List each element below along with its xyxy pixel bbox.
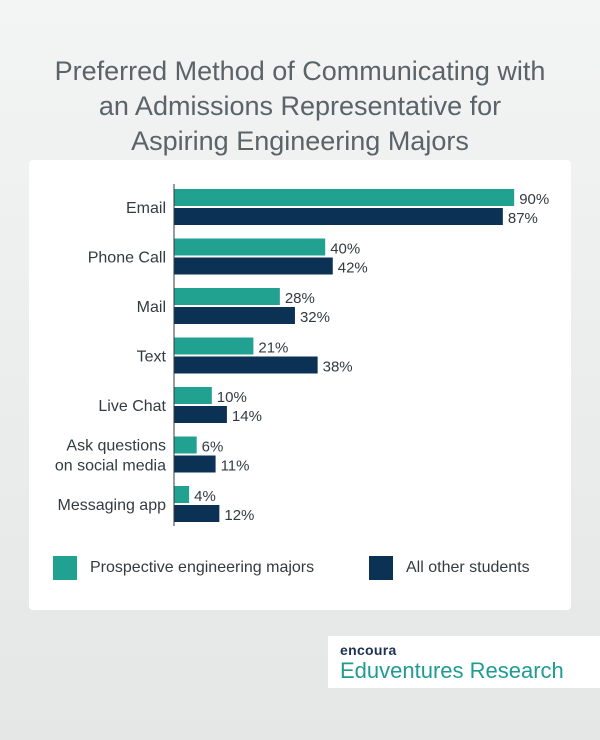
data-label: 10% (216, 389, 247, 406)
category-label: Messaging app (57, 497, 166, 514)
brand-eduventures: Eduventures Research (340, 658, 564, 683)
data-label: 11% (220, 457, 250, 475)
data-label: 90% (519, 191, 550, 208)
bar-all-other (174, 258, 333, 275)
legend-label-all-other: All other students (406, 559, 530, 576)
bar-prospective (174, 338, 253, 355)
category-label: Mail (136, 299, 166, 316)
data-label: 21% (258, 339, 289, 357)
title-line-3: Aspiring Engineering Majors (131, 126, 469, 157)
bar-all-other (174, 505, 219, 522)
data-label: 28% (284, 290, 315, 307)
legend-swatch-prospective (53, 556, 77, 580)
bar-all-other (174, 456, 216, 473)
bar-all-other (174, 357, 318, 374)
bar-all-other (174, 406, 227, 423)
legend-label-prospective: Prospective engineering majors (90, 559, 315, 576)
category-label: Live Chat (98, 398, 166, 415)
data-label: 4% (194, 488, 216, 505)
category-label: Text (136, 348, 166, 366)
legend (53, 556, 553, 580)
data-label: 40% (330, 240, 361, 258)
data-label: 38% (322, 358, 353, 376)
bar-prospective (174, 387, 212, 404)
data-label: 32% (299, 309, 330, 326)
bar-chart (29, 160, 571, 540)
bar-all-other (174, 208, 503, 225)
category-label: Ask questions (66, 437, 166, 455)
data-label: 6% (201, 438, 224, 456)
brand-encoura: encoura (340, 642, 397, 658)
category-label: on social media (54, 457, 166, 475)
data-label: 12% (224, 507, 255, 524)
chart-card (29, 160, 571, 610)
bar-prospective (174, 288, 280, 305)
bar-prospective (174, 189, 514, 206)
bar-prospective (174, 239, 325, 256)
data-label: 87% (507, 210, 538, 227)
data-label: 14% (231, 408, 262, 425)
title-line-2: an Admissions Representative for (98, 91, 502, 122)
data-label: 42% (337, 259, 368, 277)
bar-prospective (174, 437, 197, 454)
bar-prospective (174, 486, 189, 503)
bar-all-other (174, 307, 295, 324)
chart-title (0, 54, 600, 159)
category-label: Email (125, 200, 166, 217)
brand-logo (328, 636, 600, 688)
title-line-1: Preferred Method of Communicating with (54, 56, 546, 87)
category-label: Phone Call (87, 249, 166, 267)
legend-swatch-all-other (369, 556, 393, 580)
